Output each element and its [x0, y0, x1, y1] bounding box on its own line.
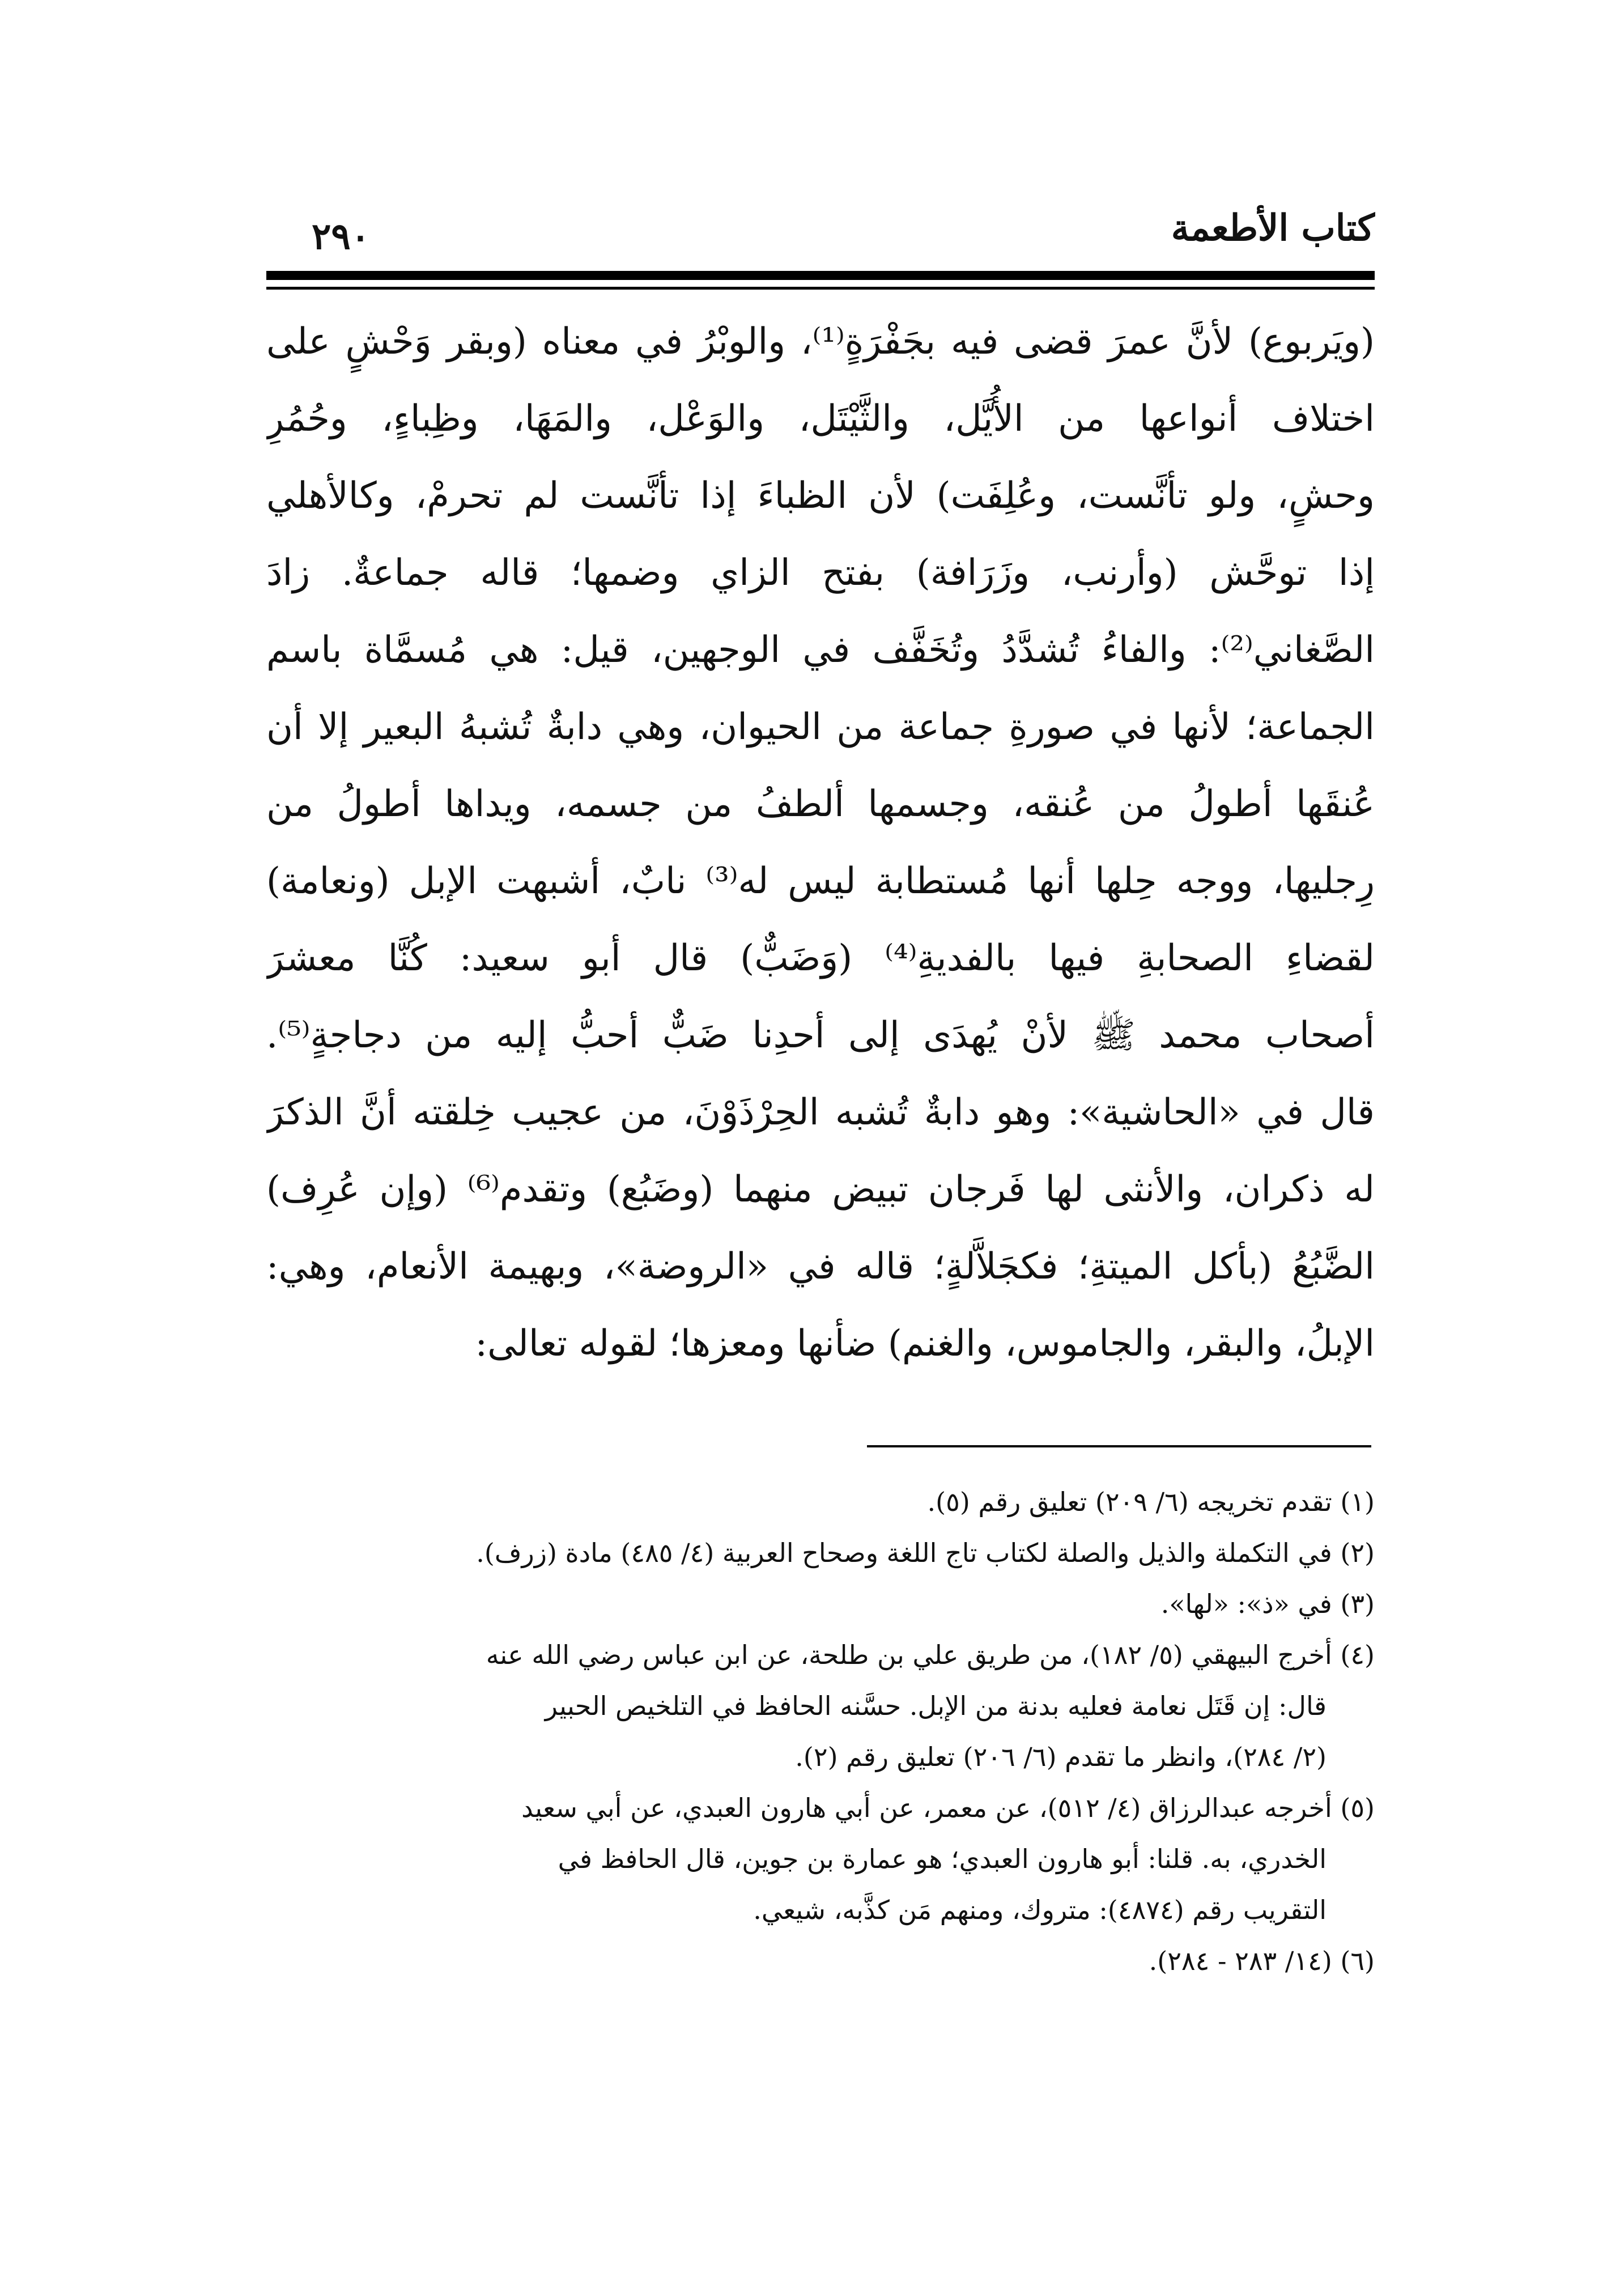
footnote-continuation: (٢/ ٢٨٤)، وانظر ما تقدم (٦/ ٢٠٦) تعليق رقم (٢). [795, 1742, 1327, 1772]
footnote: (٢) في التكملة والذيل والصلة لكتاب تاج اللغة وصحاح العربية (٤/ ٤٨٥) مادة (زرف). [476, 1538, 1375, 1568]
footnote-separator [867, 1445, 1371, 1447]
text-line: رِجليها، ووجه حِلها أنها مُستطابة ليس له⁽³⁾ نابٌ، أشبهت الإبل (ونعامة) [266, 860, 1375, 902]
footnote: (٦) (١٤/ ٢٨٣ - ٢٨٤). [1149, 1946, 1375, 1976]
page-number: ٢٩٠ [312, 215, 371, 258]
footnote: (٣) في «ذ»: «لها». [1160, 1589, 1375, 1619]
footnote: (٥) أخرجه عبدالرزاق (٤/ ٥١٢)، عن معمر، عن أبي هارون العبدي، عن أبي سعيد [521, 1793, 1375, 1823]
text-line: الصَّغاني⁽²⁾: والفاءُ تُشدَّدُ وتُخَفَّف في الوجهين، قيل: هي مُسمَّاة باسم [266, 629, 1375, 671]
footnote-continuation: التقريب رقم (٤٨٧٤): متروك، ومنهم مَن كذَّبه، شيعي. [753, 1895, 1327, 1925]
footnotes [266, 1476, 1375, 1986]
text-line: الجماعة؛ لأنها في صورةِ جماعة من الحيوان، وهي دابةٌ تُشبهُ البعير إلا أن [266, 706, 1375, 748]
footnote-continuation: قال: إن قَتَل نعامة فعليه بدنة من الإبل. حسَّنه الحافظ في التلخيص الحبير [545, 1691, 1327, 1721]
text-line: الضَّبُعُ (بأكل الميتةِ؛ فكجَلاَّلةٍ؛ قاله في «الروضة»، وبهيمة الأنعام، وهي: [266, 1246, 1375, 1288]
text-line: أصحاب محمد ﷺ لأنْ يُهدَى إلى أحدِنا ضَبٌّ أحبُّ إليه من دجاجةٍ⁽⁵⁾. [266, 1014, 1375, 1056]
text-line: الإبلُ، والبقر، والجاموس، والغنم) ضأنها ومعزها؛ لقوله تعالى: [475, 1323, 1375, 1365]
running-title: كتاب الأطعمة [1171, 207, 1375, 249]
footnote: (١) تقدم تخريجه (٦/ ٢٠٩) تعليق رقم (٥). [927, 1487, 1375, 1517]
text-line: اختلاف أنواعها من الأُيَّل، والثَّيْتَل، والوَعْل، والمَهَا، وظِباءٍ، وحُمُرِ [266, 398, 1375, 440]
footnote: (٤) أخرج البيهقي (٥/ ١٨٢)، من طريق علي بن طلحة، عن ابن عباس رضي الله عنه [486, 1640, 1375, 1670]
page-header [266, 190, 1375, 281]
footnote-continuation: الخدري، به. قلنا: أبو هارون العبدي؛ هو عمارة بن جوين، قال الحافظ في [558, 1844, 1327, 1874]
text-line: (ويَربوع) لأنَّ عمرَ قضى فيه بجَفْرَةٍ⁽¹⁾، والوبْرُ في معناه (وبقر وَحْشٍ على [266, 321, 1375, 363]
header-rule-thin [266, 287, 1375, 290]
header-rule-thick [266, 271, 1375, 280]
main-text [266, 303, 1375, 1382]
text-line: عُنقَها أطولُ من عُنقه، وجسمها ألطفُ من جسمه، ويداها أطولُ من [266, 783, 1375, 825]
text-line: قال في «الحاشية»: وهو دابةٌ تُشبه الحِرْذَوْنَ، من عجيب خِلقته أنَّ الذكرَ [266, 1092, 1375, 1133]
text-line: وحشٍ، ولو تأنَّست، وعُلِفَت) لأن الظباءَ إذا تأنَّست لم تحرمْ، وكالأهلي [266, 475, 1375, 517]
text-line: له ذكران، والأنثى لها فَرجان تبيض منهما (وضَبُع) وتقدم⁽⁶⁾ (وإن عُرِف) [266, 1169, 1375, 1211]
text-line: إذا توحَّش (وأرنب، وزَرَافة) بفتح الزاي وضمها؛ قاله جماعةٌ. زادَ [266, 552, 1375, 594]
text-line: لقضاءِ الصحابةِ فيها بالفديةِ⁽⁴⁾ (وَضَبٌّ) قال أبو سعيد: كُنَّا معشرَ [266, 937, 1375, 979]
